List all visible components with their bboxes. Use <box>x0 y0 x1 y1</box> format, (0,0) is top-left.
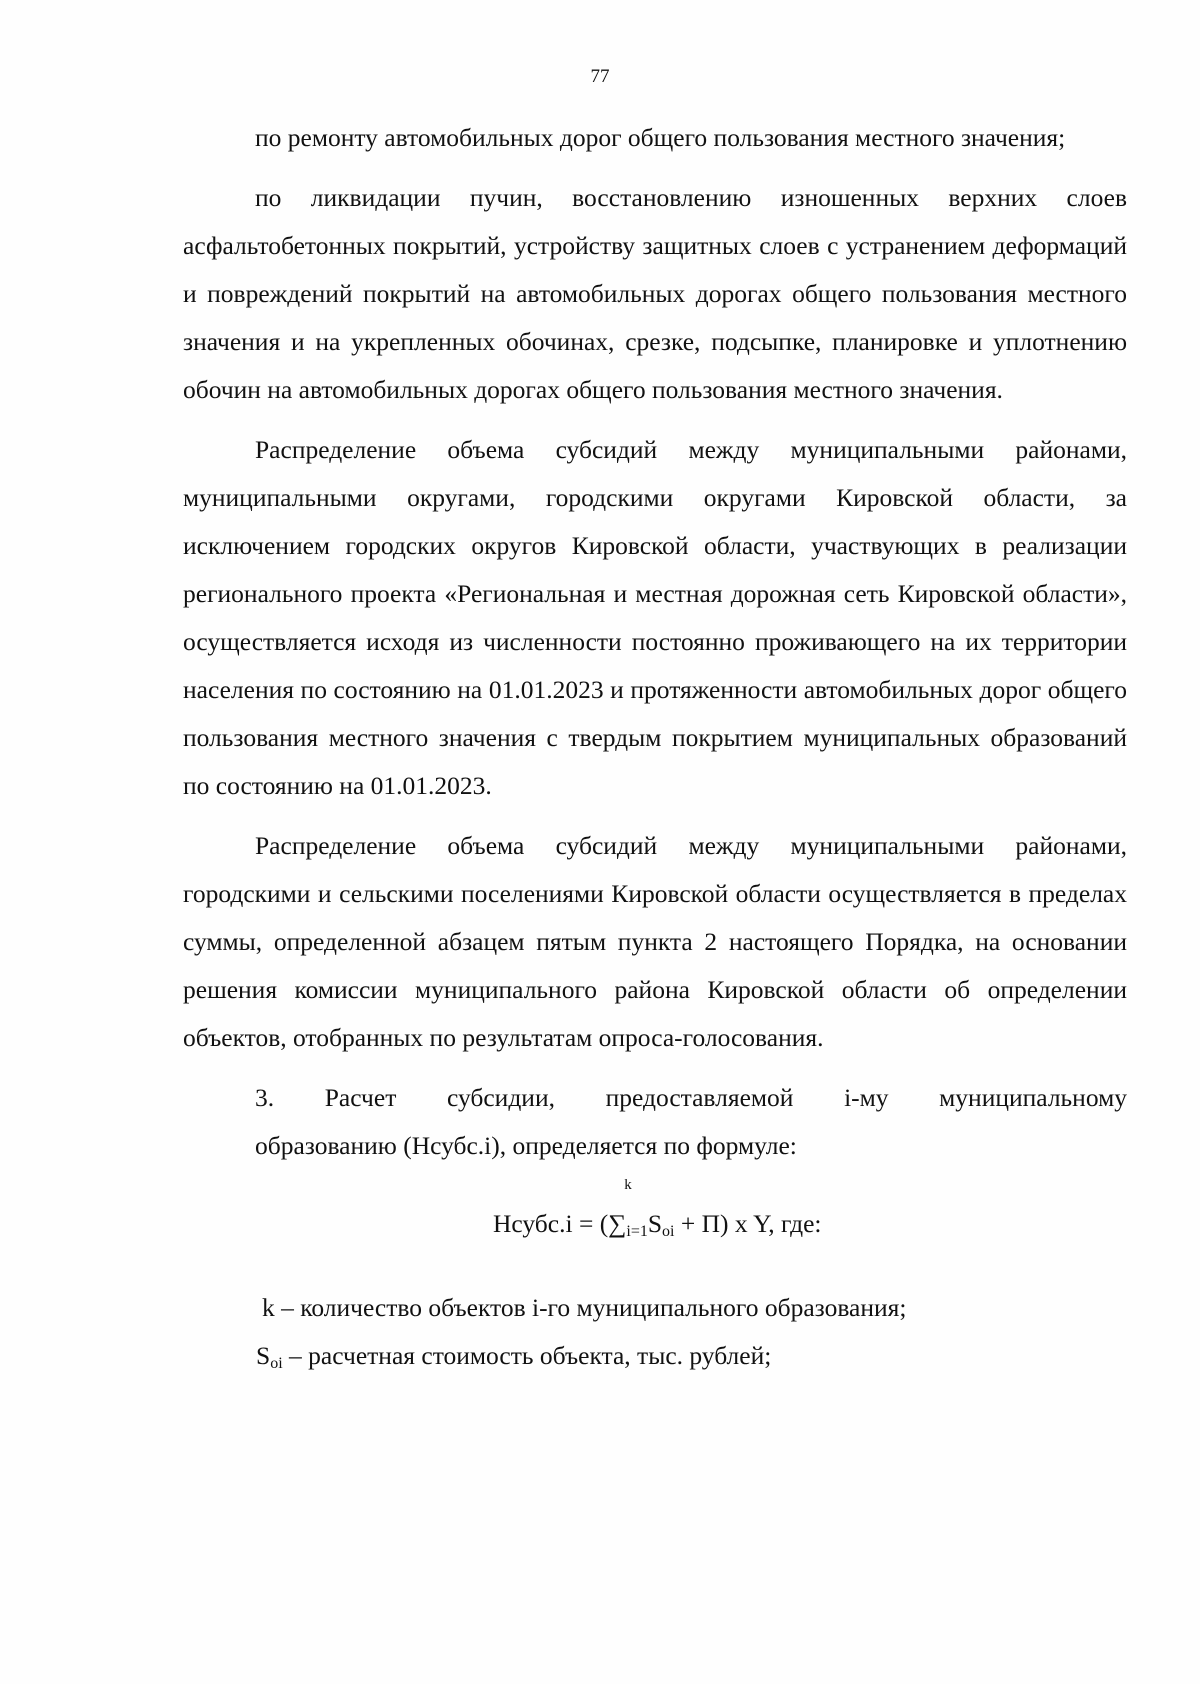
formula-s-subscript: oi <box>662 1223 675 1240</box>
paragraph-pothole-repair: по ликвидации пучин, восстановлению изношенных верхних слоев асфальтобетонных покрытий, устройству защитных слоев с устранением деформаций и повреждений покрытий на автомобильных дорогах общего пользования местного значения и на укрепленных обочинах, срезке, подсыпке, планировке и уплотнению обочин на автомобильных дорогах общего пользования местного значения. <box>183 183 1127 404</box>
document-body <box>183 114 1127 1380</box>
formula-sum <box>608 1177 648 1248</box>
subsidy-formula <box>183 1177 1127 1260</box>
definition-s <box>256 1332 1127 1380</box>
paragraph-distribution-settlements: Распределение объема субсидий между муниципальными районами, городскими и сельскими поселениями Кировской области осуществляется в пределах суммы, определенной абзацем пятым пункта 2 настоящего Порядка, на основании решения комиссии муниципального района Кировской области об определении объектов, отобранных по результатам опроса-голосования. <box>183 831 1127 1052</box>
formula-sum-upper-limit: k <box>624 1177 632 1193</box>
formula-s: S <box>647 1209 663 1238</box>
item-3-number: 3. <box>255 1083 275 1112</box>
paragraph-distribution-districts: Распределение объема субсидий между муниципальными районами, муниципальными округами, городскими округами Кировской области, за исключением городских округов Кировской области, участвующих в реализации регионального проекта «Региональная и местная дорожная сеть Кировской области», осуществляется исходя из численности постоянно проживающего на их территории населения по состоянию на 01.01.2023 и протяженности автомобильных дорог общего пользования местного значения с твердым покрытием муниципальных образований по состоянию на 01.01.2023. <box>183 435 1127 800</box>
formula-lhs: Нсубс.i = ( <box>493 1209 609 1238</box>
definition-s-subscript: oi <box>270 1355 283 1372</box>
item-3-first-line <box>183 1074 1127 1122</box>
item-3-word-3: предоставляемой <box>605 1083 794 1112</box>
page-number: 77 <box>590 66 610 87</box>
formula-rest: + П) x Y, где: <box>674 1209 822 1238</box>
definition-k: k – количество объектов i-го муниципального образования; <box>262 1293 907 1322</box>
formula-sum-symbol: ∑ <box>608 1209 627 1238</box>
definition-s-text: – расчетная стоимость объекта, тыс. рублей; <box>282 1341 772 1370</box>
formula-definitions <box>183 1284 1127 1380</box>
item-3-word-2: субсидии, <box>446 1083 555 1112</box>
item-3-word-5: муниципальному <box>939 1083 1127 1112</box>
item-3-word-4: i-му <box>844 1083 889 1112</box>
item-3-continuation: образованию (Нсубс.i), определяется по формуле: <box>255 1131 797 1160</box>
formula-sum-lower-limit: i=1 <box>626 1223 648 1240</box>
paragraph-road-repair: по ремонту автомобильных дорог общего пользования местного значения; <box>255 123 1066 152</box>
item-3-word-1: Расчет <box>324 1083 397 1112</box>
definition-s-symbol: S <box>256 1341 271 1370</box>
